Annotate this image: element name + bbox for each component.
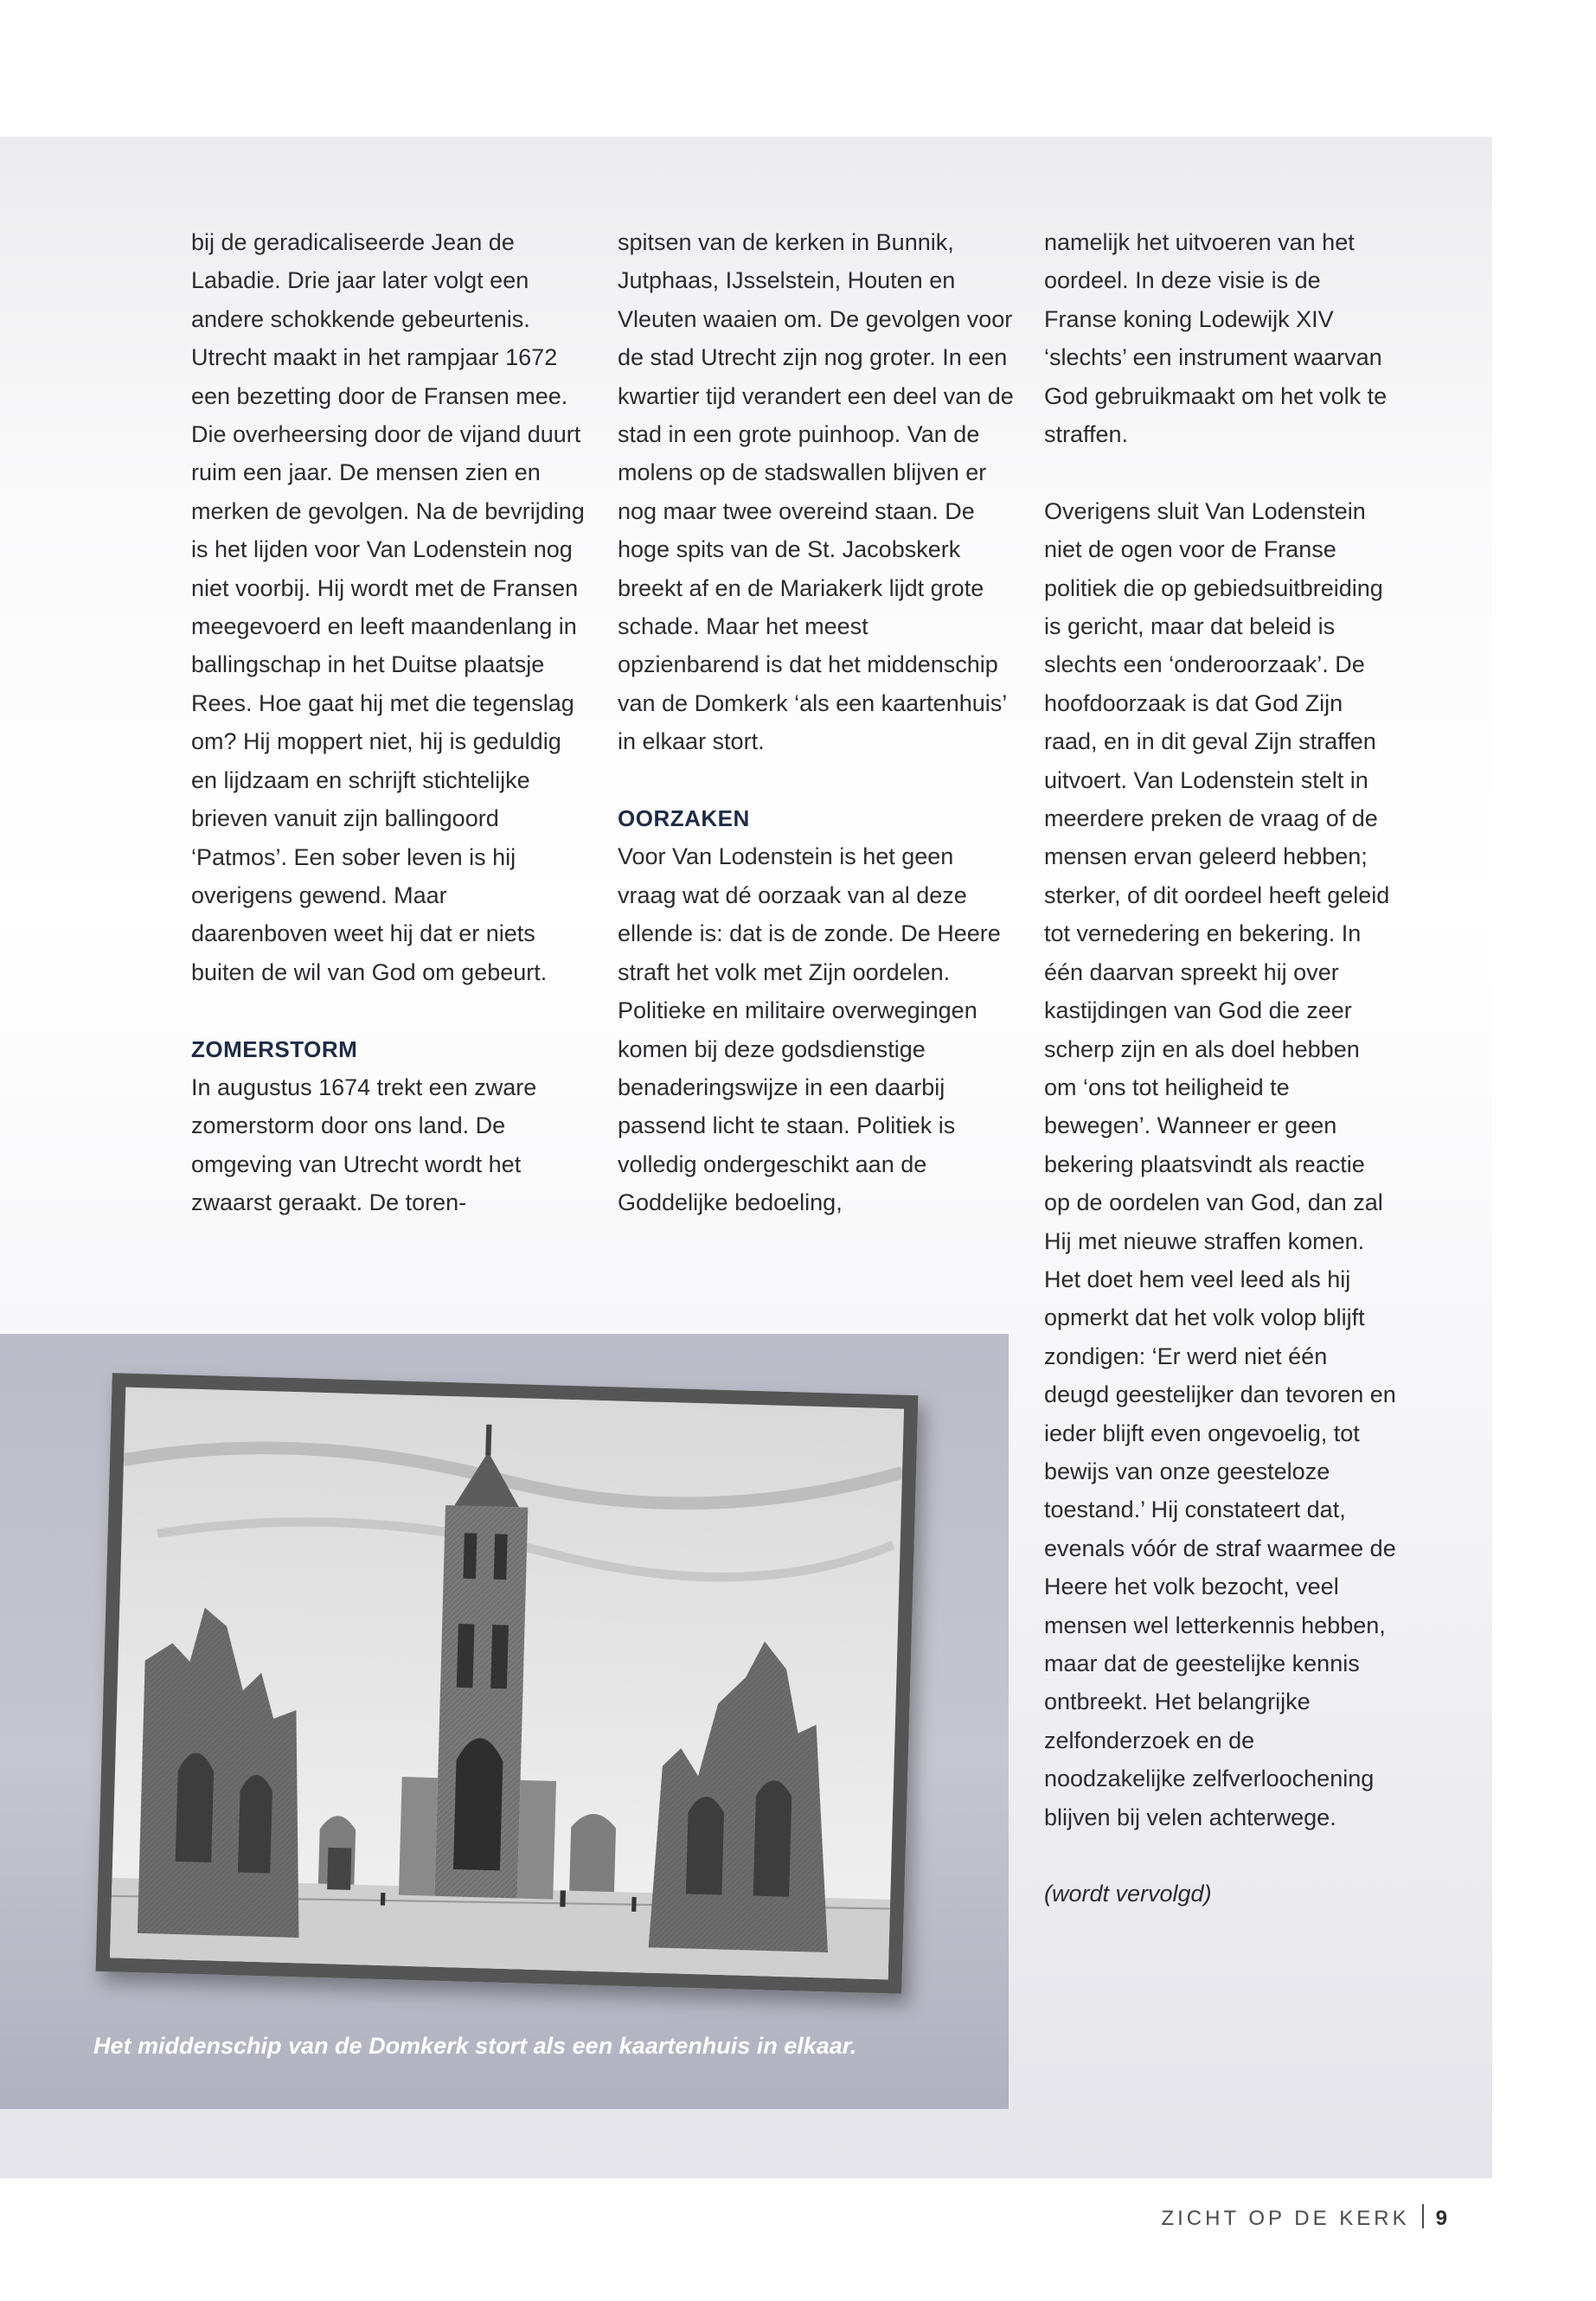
text-column-2 (618, 223, 1014, 1222)
paragraph: Overigens sluit Van Lodenstein niet de ogen voor de Franse politiek die op gebiedsuitbreiding is gericht, maar dat beleid is slechts een ‘onderoorzaak’. De hoofdoorzaak is dat God Zijn raad, en in dit geval Zijn straffen uitvoert. Van Lodenstein stelt in meerdere preken de vraag of de mensen ervan geleerd hebben; sterker, of dit oordeel heeft geleid tot vernedering en bekering. In één daarvan spreekt hij over kastijdingen van God die zeer scherp zijn en als doel hebben om ‘ons tot heiligheid te bewegen’. Wanneer er geen bekering plaatsvindt als reactie op de oordelen van God, dan zal Hij met nieuwe straffen komen. Het doet hem veel leed als hij opmerkt dat het volk volop blijft zondigen: ‘Er werd niet één deugd geestelijker dan tevoren en ieder blijft even ongevoelig, tot bewijs van onze geesteloze toestand.’ Hij constateert dat, evenals vóór de straf waarmee de Heere het volk bezocht, veel mensen wel letterkennis hebben, maar dat de geestelijke kennis ontbreekt. Het belangrijke zelfonderzoek en de noodzakelijke zelfverloochening blijven bij velen achterwege. (1044, 497, 1396, 1830)
section-heading-zomerstorm: ZOMERSTORM (191, 1035, 358, 1062)
footer-divider (1422, 2204, 1424, 2228)
figure-box (0, 1334, 1009, 2109)
paragraph: Voor Van Lodenstein is het geen vraag wat dé oorzaak van al deze ellende is: dat is de zonde. De Heere straft het volk met Zijn oordelen. Politieke en militaire overwegingen komen bij deze godsdienstige benaderingswijze in een daarbij passend licht te staan. Politiek is volledig ondergeschikt aan de Goddelijke bedoeling, (618, 843, 1001, 1216)
magazine-name: ZICHT OP DE KERK (1161, 2207, 1410, 2230)
section-heading-oorzaken: OORZAKEN (618, 805, 750, 832)
paragraph: bij de geradicaliseerde Jean de Labadie. Drie jaar later volgt een andere schokkende gebeurtenis. Utrecht maakt in het rampjaar 1672 een bezetting door de Fransen mee. Die overheersing door de vijand duurt ruim een jaar. De mensen zien en merken de gevolgen. Na de bevrijding is het lijden voor Van Lodenstein nog niet voorbij. Hij wordt met de Fransen meegevoerd en leeft maandenlang in ballingschap in het Duitse plaatsje Rees. Hoe gaat hij met die tegenslag om? Hij moppert niet, hij is geduldig en lijdzaam en schrijft stichtelijke brieven vanuit zijn ballingoord ‘Patmos’. Een sober leven is hij overigens gewend. Maar daarenboven weet hij dat er niets buiten de wil van God om gebeurt. (191, 229, 585, 985)
figure-caption: Het middenschip van de Domkerk stort als een kaartenhuis in elkaar. (93, 2033, 857, 2059)
ruined-cathedral-engraving (110, 1388, 904, 1980)
text-column-1 (191, 223, 585, 1222)
page-footer (1161, 2204, 1447, 2231)
closing-note (1044, 1875, 1397, 1913)
paragraph: namelijk het uitvoeren van het oordeel. In deze visie is de Franse koning Lodewijk XIV ‘slechts’ een instrument waarvan God gebruikmaakt om het volk te straffen. (1044, 229, 1388, 448)
paragraph: In augustus 1674 trekt een zware zomerstorm door ons land. De omgeving van Utrecht wordt het zwaarst geraakt. De toren- (191, 1074, 537, 1216)
text-column-3 (1044, 223, 1397, 1913)
wordt-vervolgd-text: (wordt vervolgd) (1044, 1881, 1212, 1907)
engraving-image (96, 1373, 919, 1994)
paragraph: spitsen van de kerken in Bunnik, Jutphaas, IJsselstein, Houten en Vleuten waaien om. De gevolgen voor de stad Utrecht zijn nog groter. In een kwartier tijd verandert een deel van de stad in een grote puinhoop. Van de molens op de stadswallen blijven er nog maar twee overeind staan. De hoge spits van de St. Jacobskerk breekt af en de Mariakerk lijdt grote schade. Maar het meest opzienbarend is dat het middenschip van de Domkerk ‘als een kaartenhuis’ in elkaar stort. (618, 229, 1014, 755)
page-number: 9 (1435, 2207, 1447, 2230)
